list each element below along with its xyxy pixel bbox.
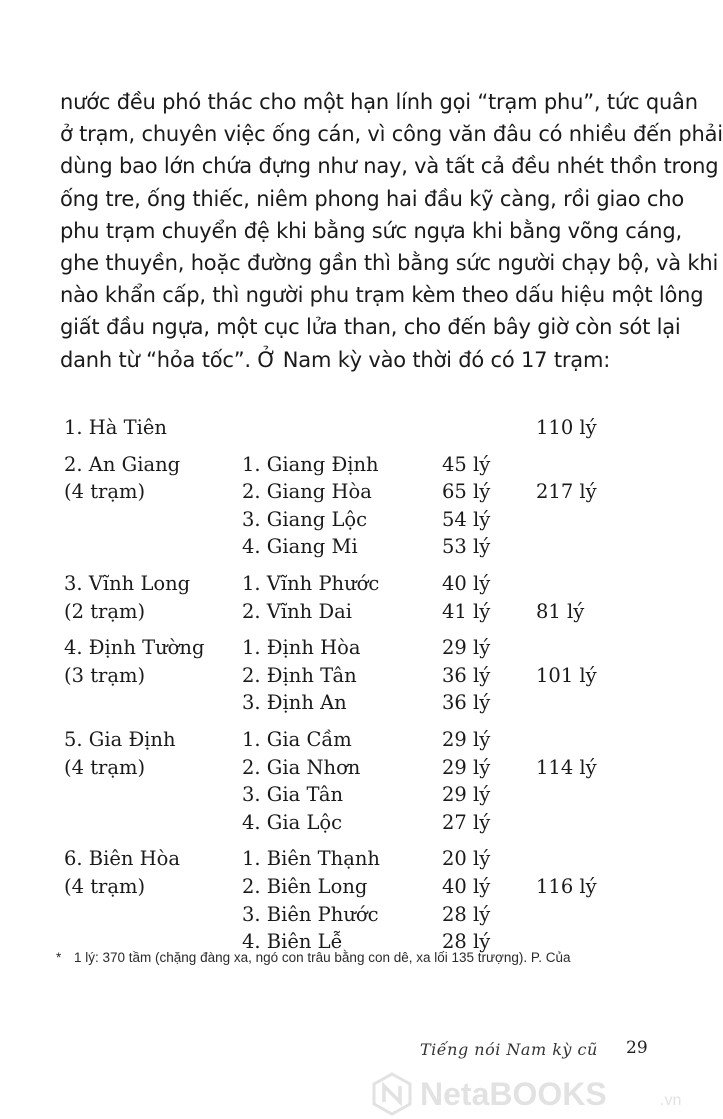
station-name: 3. Định An <box>242 691 347 715</box>
table-row <box>64 691 644 719</box>
province-total-distance: 116 lý <box>536 874 597 898</box>
province-station-count: (2 trạm) <box>64 599 146 623</box>
table-row <box>64 535 644 563</box>
station-name: 2. Giang Hòa <box>242 480 372 504</box>
paragraph-line: giất đầu ngựa, một cục lửa than, cho đến bây giờ còn sót lại <box>60 315 681 340</box>
province-group <box>64 847 644 957</box>
province-name: 1. Hà Tiên <box>64 416 167 439</box>
station-name: 1. Định Hòa <box>242 636 361 660</box>
station-distance: 29 lý <box>442 783 491 807</box>
province-name: 2. An Giang <box>64 452 181 476</box>
running-title: Tiếng nói Nam kỳ cũ <box>420 1040 598 1059</box>
province-total-distance: 114 lý <box>536 755 597 779</box>
province-name: 4. Định Tường <box>64 636 205 660</box>
table-row <box>64 480 644 508</box>
station-name: 2. Định Tân <box>242 663 357 687</box>
province-total-distance: 217 lý <box>536 480 597 504</box>
watermark-suffix: .vn <box>660 1092 682 1109</box>
province-name: 3. Vĩnh Long <box>64 571 191 595</box>
table-row <box>64 600 644 628</box>
province-station-count: (4 trạm) <box>64 480 146 504</box>
station-distance: 20 lý <box>442 847 491 871</box>
station-name: 2. Vĩnh Dai <box>242 599 352 623</box>
station-distance: 36 lý <box>442 691 491 715</box>
footnote-marker: * <box>56 950 62 965</box>
station-name: 2. Gia Nhơn <box>242 755 361 779</box>
province-total-distance: 81 lý <box>536 599 585 623</box>
station-name: 4. Giang Mi <box>242 535 358 559</box>
station-distance: 40 lý <box>442 874 491 898</box>
province-group <box>64 416 644 444</box>
station-distance: 54 lý <box>442 507 491 531</box>
station-distance: 45 lý <box>442 452 491 476</box>
paragraph-line: ghe thuyền, hoặc đường gần thì bằng sức người chạy bộ, và khi <box>60 251 719 276</box>
table-row <box>64 664 644 692</box>
table-row <box>64 875 644 903</box>
province-total-distance: 110 lý <box>536 416 597 439</box>
station-distance: 40 lý <box>442 571 491 595</box>
province-station-count: (3 trạm) <box>64 663 146 687</box>
province-group <box>64 572 644 627</box>
province-group <box>64 728 644 838</box>
station-distance: 29 lý <box>442 727 491 751</box>
table-row <box>64 636 644 664</box>
paragraph-line: nào khẩn cấp, thì người phu trạm kèm theo dấu hiệu một lông <box>60 283 704 308</box>
station-name: 1. Gia Cầm <box>242 727 352 751</box>
table-row <box>64 903 644 931</box>
station-distance: 29 lý <box>442 636 491 660</box>
station-name: 4. Biên Lễ <box>242 930 343 954</box>
province-station-count: (4 trạm) <box>64 755 146 779</box>
netabooks-watermark <box>370 1072 690 1116</box>
paragraph-line: dùng bao lớn chứa đựng như nay, và tất cả đều nhét thồn trong <box>60 154 719 179</box>
province-name: 5. Gia Định <box>64 727 176 751</box>
station-distance: 29 lý <box>442 755 491 779</box>
table-row <box>64 453 644 481</box>
table-row <box>64 508 644 536</box>
station-name: 3. Gia Tân <box>242 783 344 807</box>
province-group <box>64 636 644 719</box>
station-distance: 36 lý <box>442 663 491 687</box>
paragraph-line: ở trạm, chuyên việc ống cán, vì công văn đâu có nhiều đến phải <box>60 122 723 147</box>
watermark-text: NetaBOOKS <box>420 1076 607 1112</box>
paragraph-line: nước đều phó thác cho một hạn lính gọi “trạm phu”, tức quân <box>60 90 698 114</box>
table-row <box>64 756 644 784</box>
station-name: 4. Gia Lộc <box>242 810 343 834</box>
table-row <box>64 572 644 600</box>
station-name: 1. Vĩnh Phước <box>242 571 380 595</box>
paragraph-line: phu trạm chuyển đệ khi bằng sức ngựa khi bằng võng cáng, <box>60 218 682 243</box>
table-row <box>64 811 644 839</box>
station-name: 2. Biên Long <box>242 874 368 898</box>
station-distance: 65 lý <box>442 480 491 504</box>
footnote-text: 1 lý: 370 tầm (chặng đàng xa, ngó con trâu bằng con dê, xa lối 135 trượng). P. Của <box>74 950 571 965</box>
province-total-distance: 101 lý <box>536 663 597 687</box>
station-distance: 27 lý <box>442 810 491 834</box>
page-number: 29 <box>626 1038 648 1058</box>
province-name: 6. Biên Hòa <box>64 847 181 871</box>
station-name: 1. Biên Thạnh <box>242 847 380 871</box>
station-distance: 28 lý <box>442 902 491 926</box>
province-station-count: (4 trạm) <box>64 874 146 898</box>
province-group <box>64 453 644 563</box>
station-distance: 28 lý <box>442 930 491 954</box>
station-distance: 53 lý <box>442 535 491 559</box>
table-row <box>64 728 644 756</box>
body-paragraph <box>60 86 723 376</box>
station-name: 3. Giang Lộc <box>242 507 368 531</box>
station-distance: 41 lý <box>442 599 491 623</box>
table-row <box>64 847 644 875</box>
footnote <box>56 950 656 965</box>
table-row <box>64 783 644 811</box>
table-row <box>64 416 644 444</box>
netabooks-logo-icon <box>374 1074 410 1114</box>
station-name: 3. Biên Phước <box>242 902 379 926</box>
station-table <box>64 416 644 967</box>
station-name: 1. Giang Định <box>242 452 379 476</box>
paragraph-line: ống tre, ống thiếc, niêm phong hai đầu kỹ càng, rồi giao cho <box>60 186 684 211</box>
paragraph-line: danh từ “hỏa tốc”. Ở Nam kỳ vào thời đó có 17 trạm: <box>60 347 611 372</box>
